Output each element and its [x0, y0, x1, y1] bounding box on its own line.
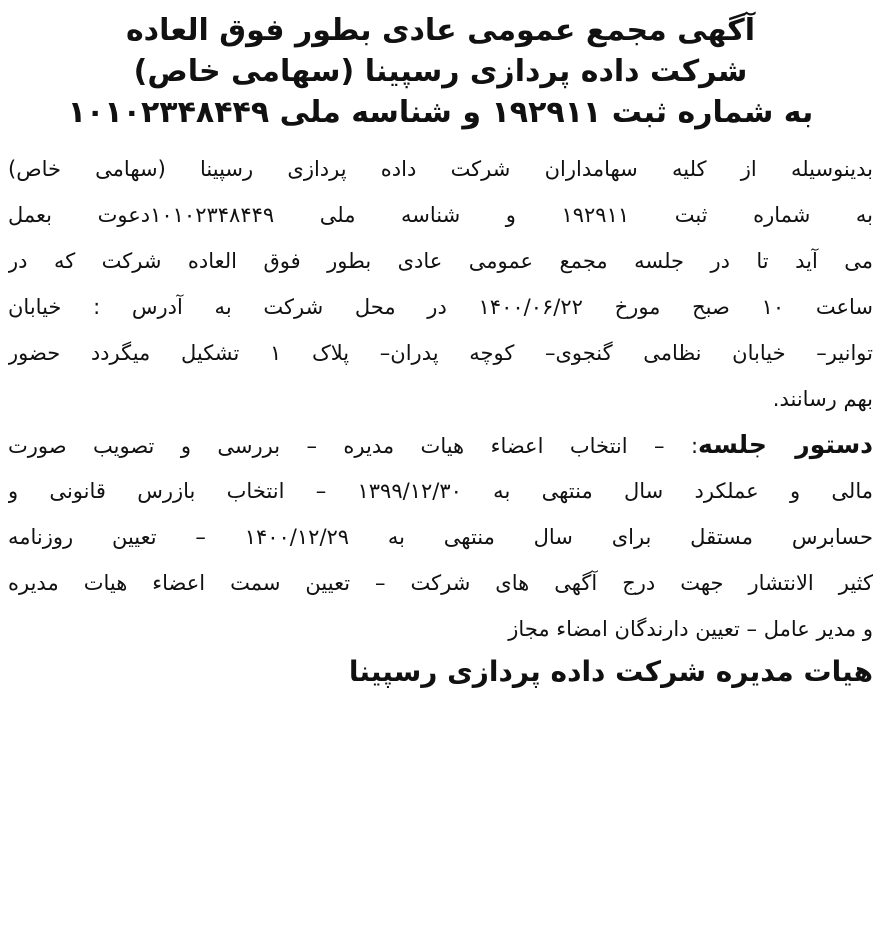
- agenda-first-line: [8, 422, 873, 468]
- invitation-paragraph: [8, 146, 873, 422]
- paragraph-line: می آید تا در جلسه مجمع عمومی عادی بطور فوق العاده شرکت که در: [8, 249, 873, 273]
- paragraph-line: بهم رسانند.: [772, 387, 873, 411]
- paragraph-line: بدینوسیله از کلیه سهامداران شرکت داده پردازی رسپینا (سهامی خاص): [8, 157, 873, 181]
- agenda-line: کثیر الانتشار جهت درج آگهی های شرکت – تعیین سمت اعضاء هیات مدیره: [8, 571, 873, 595]
- paragraph-line: به شماره ثبت ۱۹۲۹۱۱ و شناسه ملی ۱۰۱۰۲۳۴۸۴۴۹دعوت بعمل: [8, 203, 873, 227]
- agenda-first-text: : – انتخاب اعضاء هیات مدیره – بررسی و تصویب صورت: [8, 434, 699, 458]
- agenda-label: دستور جلسه: [698, 430, 873, 459]
- paragraph-line: توانیر– خیابان نظامی گنجوی– کوچه پدران– پلاک ۱ تشکیل میگردد حضور: [8, 341, 873, 365]
- registration-info: به شماره ثبت ۱۹۲۹۱۱ و شناسه ملی ۱۰۱۰۲۳۴۸۴۴۹: [67, 95, 814, 130]
- notice-header: [8, 10, 873, 133]
- agenda-section: [8, 422, 873, 652]
- agenda-line: حسابرس مستقل برای سال منتهی به ۱۴۰۰/۱۲/۲۹ – تعیین روزنامه: [8, 525, 873, 549]
- agenda-line: مالی و عملکرد سال منتهی به ۱۳۹۹/۱۲/۳۰ – انتخاب بازرس قانونی و: [8, 479, 873, 503]
- company-name: شرکت داده پردازی رسپینا (سهامی خاص): [133, 54, 748, 89]
- paragraph-line: ساعت ۱۰ صبح مورخ ۱۴۰۰/۰۶/۲۲ در محل شرکت به آدرس : خیابان: [8, 295, 873, 319]
- notice-title: آگهی مجمع عمومی عادی بطور فوق العاده: [125, 13, 756, 48]
- agenda-line: و مدیر عامل – تعیین دارندگان امضاء مجاز: [508, 617, 873, 641]
- signature-board: هیات مدیره شرکت داده پردازی رسپینا: [348, 655, 873, 688]
